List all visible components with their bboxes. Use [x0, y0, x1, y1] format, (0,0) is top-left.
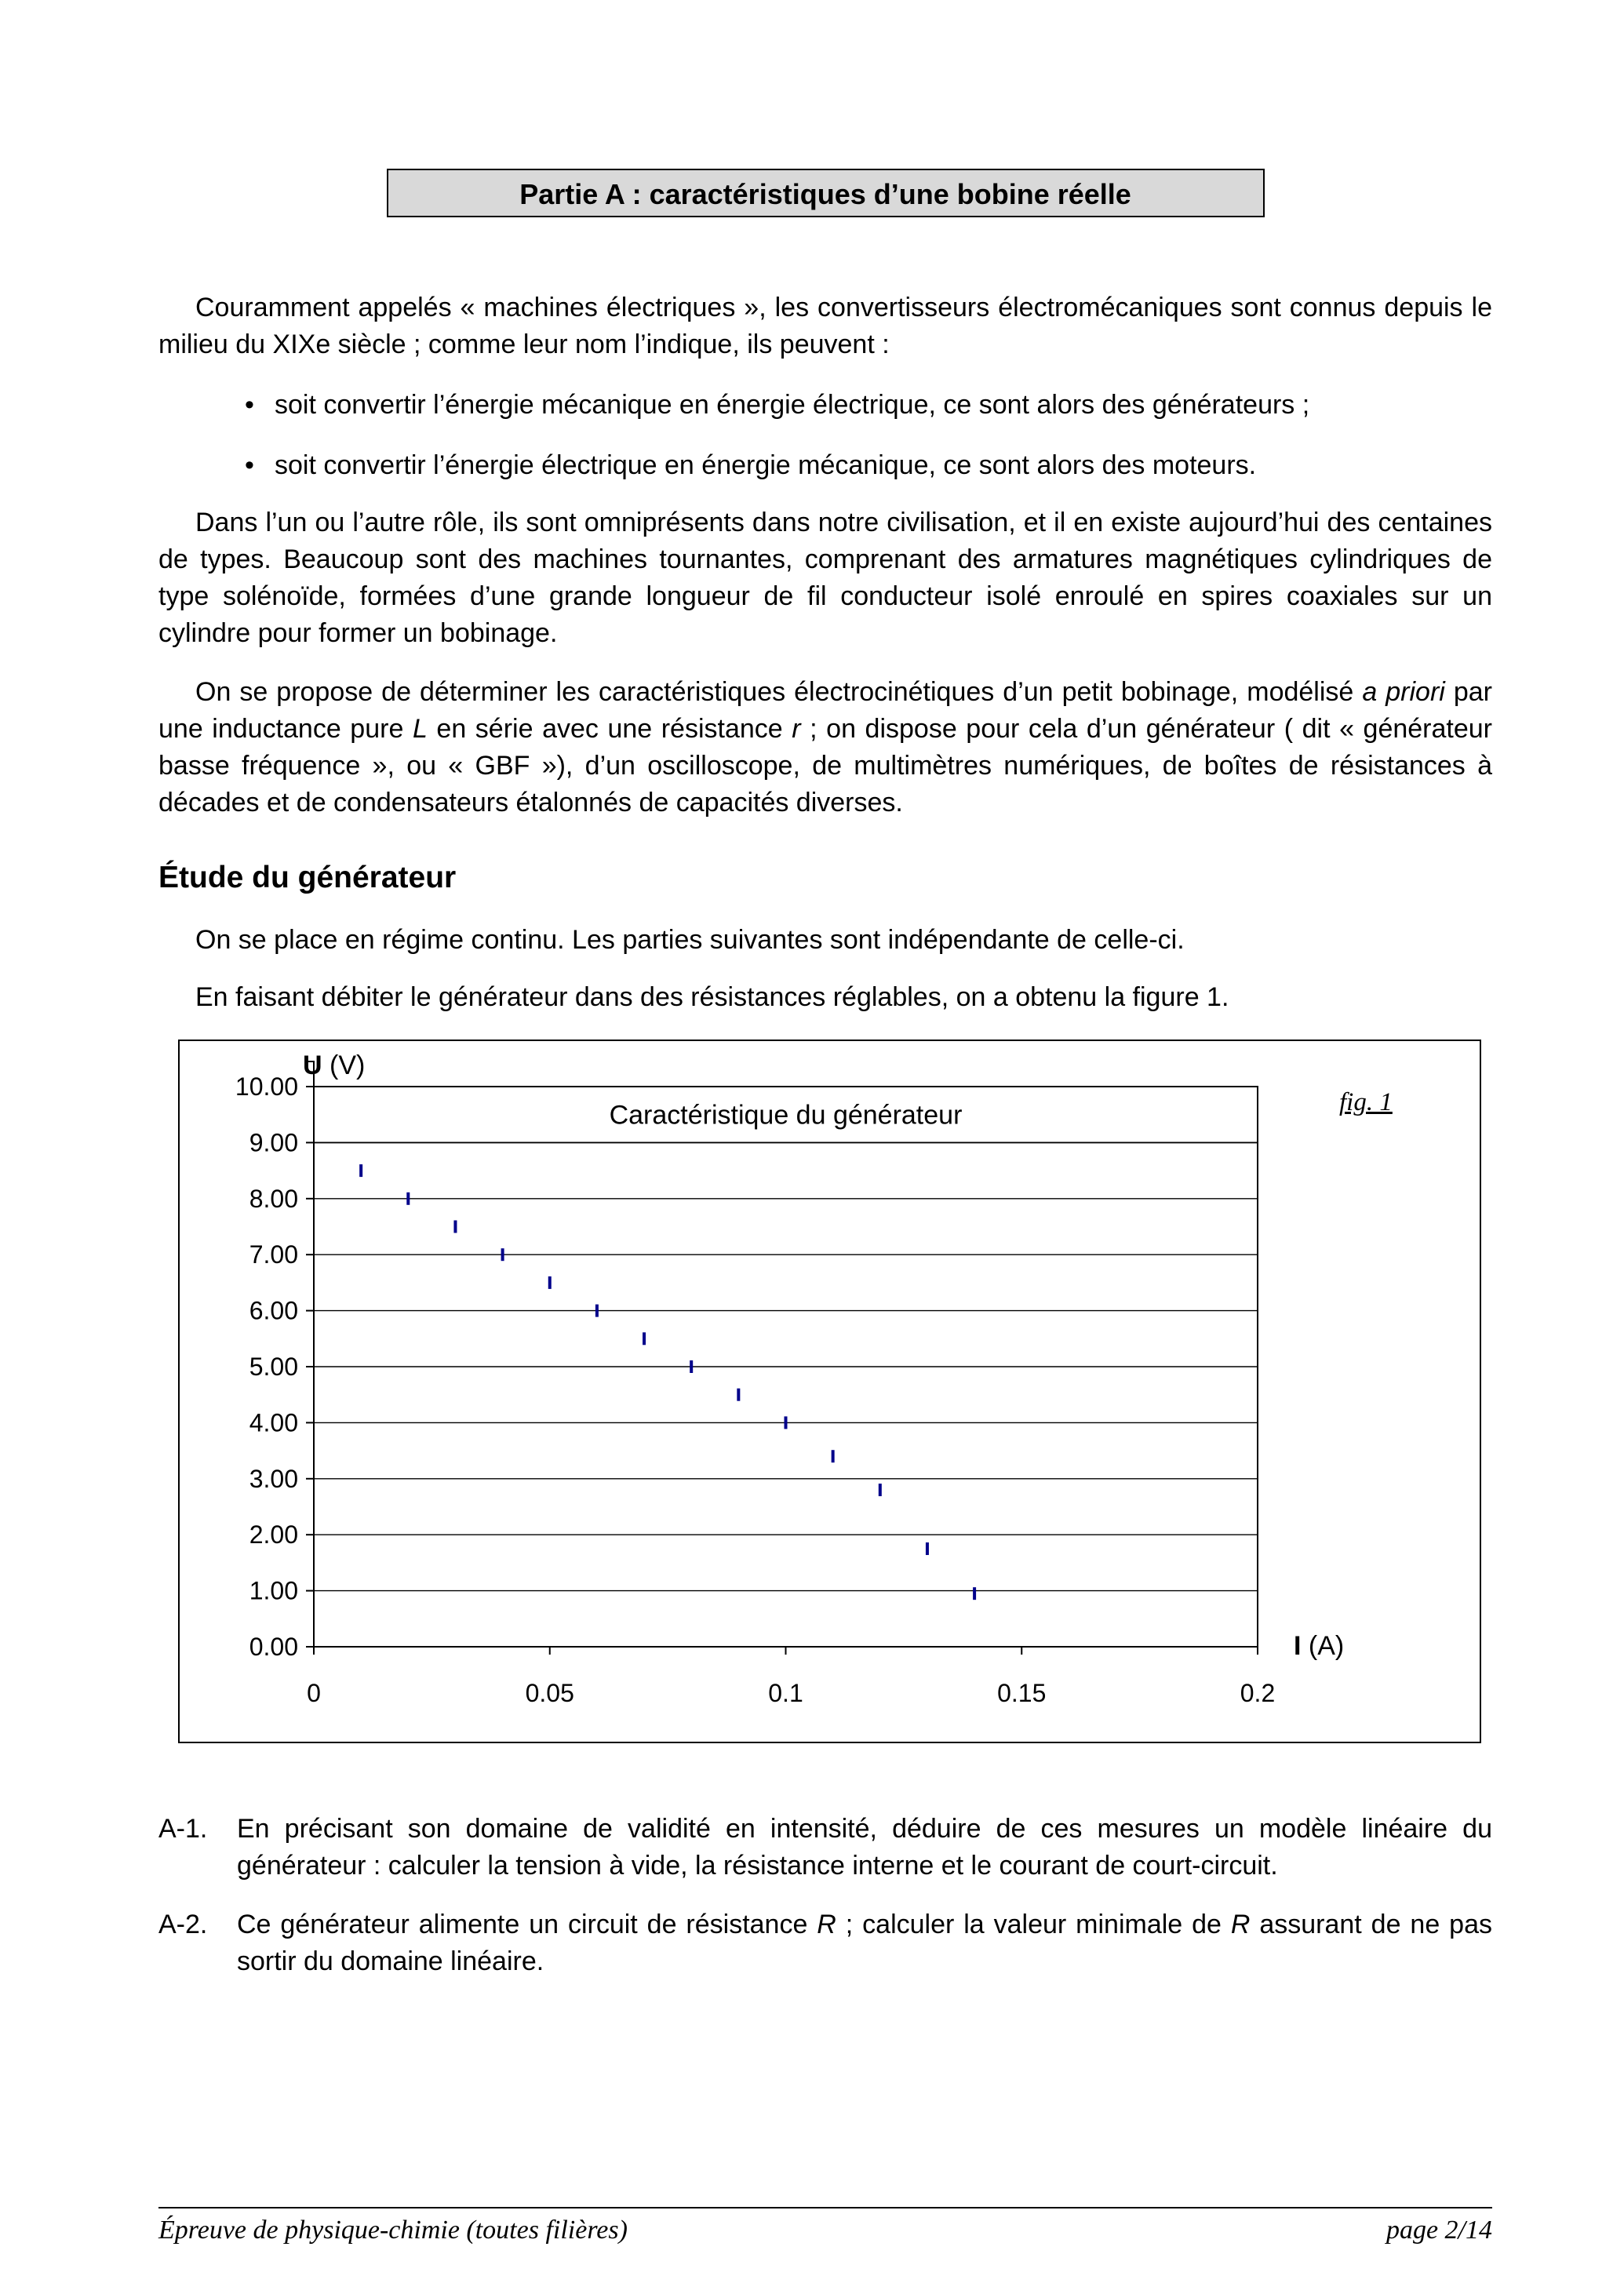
- question-a2: [158, 1906, 1492, 1980]
- svg-text:2.00: 2.00: [249, 1520, 298, 1549]
- intro-paragraph-3: [158, 674, 1492, 821]
- italic-run-R: R: [817, 1910, 836, 1939]
- italic-run-r: r: [792, 714, 801, 744]
- svg-text:1.00: 1.00: [249, 1576, 298, 1605]
- italic-run-R: R: [1230, 1910, 1251, 1939]
- y-axis-title: U (V): [303, 1051, 366, 1080]
- svg-text:0.00: 0.00: [249, 1633, 298, 1661]
- svg-text:0.15: 0.15: [997, 1679, 1047, 1707]
- italic-run: a priori: [1362, 677, 1445, 707]
- svg-text:10.00: 10.00: [235, 1072, 298, 1101]
- x-axis-title: I (A): [1294, 1631, 1345, 1661]
- bullet-item-motors: [245, 447, 1492, 484]
- svg-text:0.1: 0.1: [768, 1679, 803, 1707]
- svg-text:8.00: 8.00: [249, 1184, 298, 1213]
- text-run: On se propose de déterminer les caractéristiques électrocinétiques d’un petit bobinage, modélisé: [195, 677, 1363, 707]
- footer-exam-title: Épreuve de physique-chimie (toutes filières): [158, 2216, 628, 2245]
- italic-run-L: L: [412, 714, 428, 744]
- question-a1-text: En précisant son domaine de validité en intensité, déduire de ces mesures un modèle linéaire du générateur : calculer la tension à vide, la résistance interne et le courant de court-circuit.: [237, 1814, 1492, 1881]
- svg-text:3.00: 3.00: [249, 1464, 298, 1493]
- text-run: ; calculer la valeur minimale de: [836, 1910, 1231, 1939]
- text-run: par une inductance pure: [158, 677, 1492, 744]
- text-run: assurant de ne pas sortir du domaine linéaire.: [237, 1910, 1492, 1976]
- question-a2-text: [237, 1906, 1492, 1980]
- bullet-text: soit convertir l’énergie mécanique en énergie électrique, ce sont alors des générateurs ;: [275, 390, 1310, 420]
- footer-page-number: page 2/14: [1385, 2216, 1492, 2245]
- text-run: Ce générateur alimente un circuit de résistance: [237, 1910, 817, 1939]
- figure-caption: fig. 1: [1339, 1088, 1393, 1116]
- svg-text:9.00: 9.00: [249, 1128, 298, 1157]
- y-axis: [235, 1072, 314, 1661]
- gridlines: [314, 1087, 1258, 1647]
- bullet-item-generators: [245, 387, 1492, 424]
- svg-text:7.00: 7.00: [249, 1240, 298, 1269]
- intro-paragraph-2: Dans l’un ou l’autre rôle, ils sont omniprésents dans notre civilisation, et il en existe aujourd’hui des centaines de types. Beaucoup sont des machines tournantes, comprenant des armatures magnétiques cylindriques de type solénoïde, formées d’une grande longueur de fil conducteur isolé enroulé en spires coaxiales sur un cylindre pour former un bobinage.: [158, 508, 1492, 648]
- bullet-text: soit convertir l’énergie électrique en énergie mécanique, ce sont alors des moteurs.: [275, 450, 1257, 480]
- section-heading-generator: Étude du générateur: [158, 861, 457, 894]
- bullet-list: [245, 387, 1492, 484]
- section-paragraph-2: En faisant débiter le générateur dans des résistances réglables, on a obtenu la figure 1.: [195, 982, 1229, 1012]
- x-axis: [307, 1647, 1275, 1707]
- question-a1: [158, 1811, 1492, 1884]
- part-title: Partie A : caractéristiques d’une bobine réelle: [519, 178, 1131, 210]
- text-run: ; on dispose pour cela d’un générateur ( dit « générateur basse fréquence », ou « GBF »), d’un oscilloscope, de multimètres numériques, de boîtes de résistances à décades et de condensateurs étalonnés de capacités diverses.: [158, 714, 1493, 817]
- chart-title: Caractéristique du générateur: [609, 1100, 963, 1131]
- svg-text:0: 0: [307, 1679, 321, 1707]
- question-a1-label: A-1.: [158, 1814, 208, 1844]
- page-footer: [158, 2207, 1492, 2248]
- svg-text:0.05: 0.05: [525, 1679, 574, 1707]
- svg-text:6.00: 6.00: [249, 1296, 298, 1325]
- section-paragraph-1: On se place en régime continu. Les parties suivantes sont indépendante de celle-ci.: [195, 925, 1185, 955]
- intro-paragraph-1: Couramment appelés « machines électriques », les convertisseurs électromécaniques sont connus depuis le milieu du XIXe siècle ; comme leur nom l’indique, ils peuvent :: [158, 293, 1492, 359]
- bullet-icon: •: [245, 450, 254, 480]
- text-run: en série avec une résistance: [427, 714, 792, 744]
- question-a2-label: A-2.: [158, 1910, 208, 1939]
- part-title-box: [387, 169, 1265, 217]
- bullet-icon: •: [245, 390, 254, 420]
- svg-text:5.00: 5.00: [249, 1353, 298, 1381]
- svg-text:4.00: 4.00: [249, 1408, 298, 1437]
- generator-characteristic-chart: [180, 1041, 1480, 1742]
- svg-text:0.2: 0.2: [1240, 1679, 1276, 1707]
- figure-1-box: [178, 1040, 1481, 1743]
